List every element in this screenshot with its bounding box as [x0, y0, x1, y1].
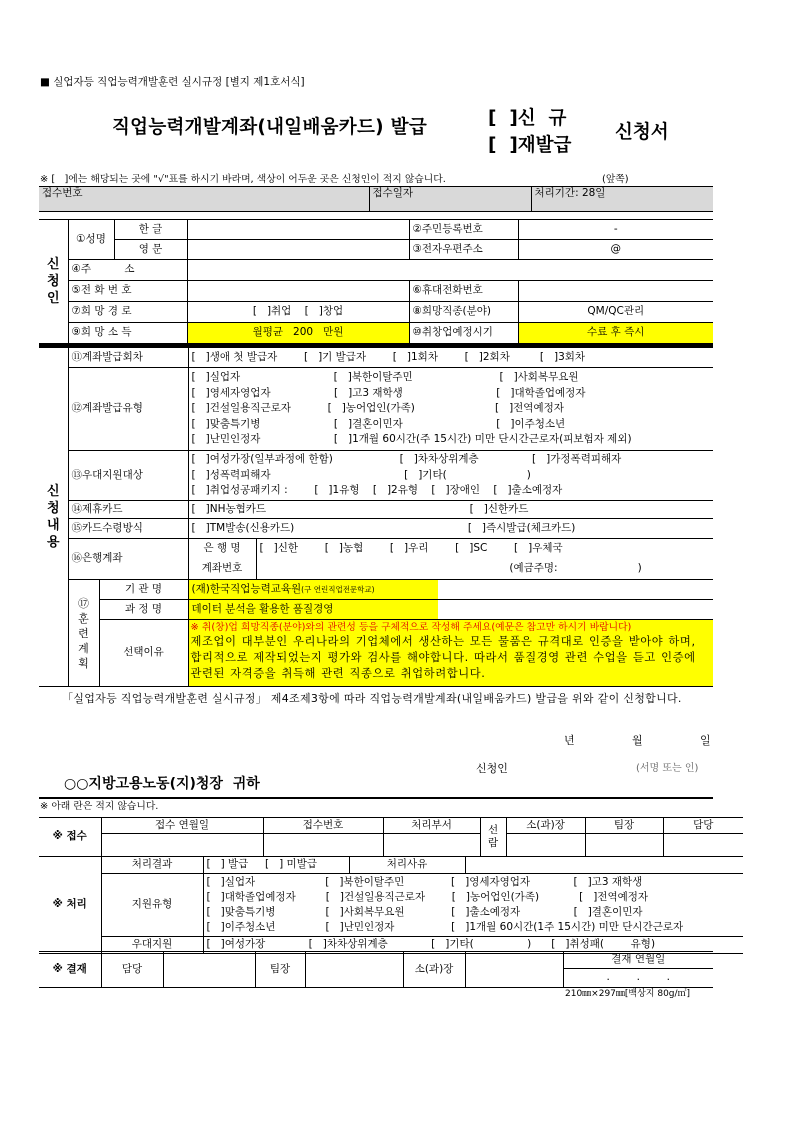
- support-type-row[interactable]: [ ]대학졸업예정자 [ ]건설일용직근로자 [ ]농어업인(가족) [ ]전역예정자: [206, 891, 649, 903]
- bank-label: ⑯은행계좌: [68, 539, 188, 580]
- card-receive-options[interactable]: [ ]TM발송(신용카드) [ ]즉시발급(체크카드): [188, 519, 713, 539]
- account-field[interactable]: [256, 559, 438, 580]
- rrn-field[interactable]: -: [518, 220, 713, 240]
- reason-text[interactable]: 제조업이 대부분인 우리나라의 기업체에서 생산하는 모든 물품은 규격대로 인증을 받아야 하며, 합리적으로 제작되었는지 평가와 검사를 해야합니다. 따라서 품질경영 관련 수업을 듣고 인증에 관련된 자격증을 취득해 관련 직종으로 취업하려합니다.: [190, 635, 696, 680]
- applicant-sign-hint[interactable]: (서명 또는 인): [636, 763, 699, 774]
- issue-count-label: ⑪계좌발급회차: [68, 348, 188, 368]
- office-process-label: ※ 처리: [39, 857, 101, 954]
- office-support-type-label: 지원유형: [101, 874, 203, 937]
- mobile-label: ⑥휴대전화번호: [409, 281, 518, 302]
- priority-row[interactable]: [ ]여성가장(일부과정에 한함) [ ]차차상위계층 [ ]가정폭력피해자: [191, 453, 622, 466]
- institution-field[interactable]: [188, 580, 438, 600]
- income-field[interactable]: 월평균 200 만원: [187, 323, 409, 344]
- institution-name: (재)한국직업능력교육원: [191, 582, 302, 595]
- office-result-label: 처리결과: [101, 857, 203, 874]
- reason-field[interactable]: [188, 620, 713, 687]
- office-receipt-no: 접수번호: [263, 818, 383, 834]
- path-options[interactable]: [ ]취업 [ ]창업: [187, 302, 409, 323]
- office-officer-field[interactable]: [663, 834, 743, 857]
- applicant-section-label: 신 청 인: [39, 220, 68, 344]
- korean-name-label: 한 글: [114, 220, 187, 240]
- course-label: 과 정 명: [99, 600, 188, 620]
- title-suffix: 신청서: [615, 122, 669, 143]
- mobile-field[interactable]: [518, 281, 713, 302]
- phone-label: ⑤전 화 번 호: [68, 281, 187, 302]
- office-receipt-no-field[interactable]: [263, 834, 383, 857]
- office-dept-field[interactable]: [383, 834, 480, 857]
- email-field[interactable]: @: [518, 240, 713, 260]
- issue-type-row[interactable]: [ ]맞춤특기병 [ ]결혼이민자 [ ]이주청소년: [191, 417, 566, 430]
- regulation-note: [40, 76, 305, 89]
- english-name-label: 영 문: [114, 240, 187, 260]
- email-label: ③전자우편주소: [409, 240, 518, 260]
- issue-type-row[interactable]: [ ]실업자 [ ]북한이탈주민 [ ]사회복무요원: [191, 371, 579, 384]
- support-type-row[interactable]: [ ]맞춤특기병 [ ]사회복무요원 [ ]출소예정자 [ ]결혼이민자: [206, 906, 643, 918]
- office-chief-field[interactable]: [506, 834, 585, 857]
- office-team-field[interactable]: [585, 834, 663, 857]
- approval-date-label: 결재 연월일: [563, 952, 713, 969]
- support-type-row[interactable]: [ ]실업자 [ ]북한이탈주민 [ ]영세자영업자 [ ]고3 재학생: [206, 876, 643, 888]
- training-plan-label: ⑰ 훈 련 계 획: [68, 580, 99, 687]
- office-priority-options[interactable]: [ ]여성가장 [ ]차차상위계층 [ ]기타( ) [ ]취성패( 유형): [203, 937, 743, 954]
- card-partner-options[interactable]: [ ]NH농협카드 [ ]신한카드: [188, 501, 713, 519]
- account-label: 계좌번호: [188, 559, 256, 580]
- time-label: ⑩취창업예정시기: [409, 323, 518, 344]
- form-title: 직업능력개발계좌(내일배움카드) 발급: [112, 117, 427, 138]
- issue-type-row[interactable]: [ ]영세자영업자 [ ]고3 재학생 [ ]대학졸업예정자: [191, 386, 586, 399]
- issue-count-options[interactable]: [ ]생애 첫 발급자 [ ]기 발급자 [ ]1회차 [ ]2회차 [ ]3회차: [188, 348, 713, 368]
- card-receive-label: ⑮카드수령방식: [68, 519, 188, 539]
- office-priority-label: 우대지원: [101, 937, 203, 954]
- institution-former-name: (구 연린직업전문학교): [301, 584, 375, 594]
- bank-name-options[interactable]: [ ]신한 [ ]농협 [ ]우리 [ ]SC [ ]우체국: [256, 539, 713, 559]
- office-officer: 담당: [663, 818, 743, 834]
- english-name-field[interactable]: [187, 240, 409, 260]
- name-label: ①성명: [68, 220, 114, 260]
- institution-blank: [438, 580, 713, 600]
- paper-spec: 210㎜×297㎜[백상지 80g/㎡]: [565, 989, 691, 999]
- receipt-no-cell: 접수번호: [39, 187, 369, 212]
- address-field[interactable]: [187, 260, 713, 281]
- title-option-reissue[interactable]: [ ]재발급: [488, 135, 572, 156]
- priority-label: ⑬우대지원대상: [68, 451, 188, 501]
- declaration-text: 「실업자등 직업능력개발훈련 실시규정」 제4조제3항에 따라 직업능력개발계좌(내일배움카드) 발급을 위와 같이 신청합니다.: [62, 692, 682, 705]
- office-receipt-date: 접수 연월일: [101, 818, 263, 834]
- bank-name-label: 은 행 명: [188, 539, 256, 559]
- job-label: ⑧희망직종(분야): [409, 302, 518, 323]
- issue-type-options[interactable]: [188, 368, 713, 451]
- course-field[interactable]: 데이터 분석을 활용한 품질경영: [188, 600, 438, 620]
- support-type-row[interactable]: [ ]이주청소년 [ ]난민인정자 [ ]1개월 60시간(1주 15시간) 미만 단시간근로자: [206, 921, 684, 933]
- approval-officer-field[interactable]: [163, 952, 255, 988]
- office-reason-label: 처리사유: [349, 857, 465, 874]
- date-day[interactable]: 일: [700, 734, 711, 747]
- office-dept: 처리부서: [383, 818, 480, 834]
- office-table: [39, 817, 743, 954]
- approval-date-field[interactable]: . . .: [563, 969, 713, 988]
- korean-name-field[interactable]: [187, 220, 409, 240]
- approval-team-field[interactable]: [305, 952, 403, 988]
- office-receipt-date-field[interactable]: [101, 834, 263, 857]
- date-month[interactable]: 월: [632, 734, 643, 747]
- approval-chief-label: 소(과)장: [403, 952, 465, 988]
- processing-period-cell: 처리기간: 28일: [531, 187, 713, 212]
- title-option-new[interactable]: [ ]신 규: [488, 108, 567, 129]
- path-label: ⑦희 망 경 로: [68, 302, 187, 323]
- content-table: [39, 347, 713, 687]
- divider-line: [39, 797, 713, 799]
- course-blank: [438, 600, 713, 620]
- applicant-table: [39, 219, 713, 344]
- card-partner-label: ⑭제휴카드: [68, 501, 188, 519]
- priority-options[interactable]: [188, 451, 713, 501]
- rrn-label: ②주민등록번호: [409, 220, 518, 240]
- page-side: (앞쪽): [602, 174, 629, 185]
- office-receipt-label: ※ 접수: [39, 818, 101, 857]
- content-section-label: 신 청 내 용: [39, 348, 68, 687]
- date-year[interactable]: 년: [564, 734, 575, 747]
- reason-label: 선택이유: [99, 620, 188, 687]
- office-team-leader: 팀장: [585, 818, 663, 834]
- address-label: ④주 소: [68, 260, 187, 281]
- office-chief: 소(과)장: [506, 818, 585, 834]
- phone-field[interactable]: [187, 281, 409, 302]
- time-field[interactable]: 수료 후 즉시: [518, 323, 713, 344]
- income-label: ⑨희 망 소 득: [68, 323, 187, 344]
- account-depositor[interactable]: (예금주명: ): [438, 559, 713, 580]
- office-note: ※ 아래 란은 적지 않습니다.: [40, 801, 159, 812]
- square-bullet-icon: ■: [40, 76, 54, 88]
- issue-type-row[interactable]: [ ]건설일용직근로자 [ ]농어업인(가족) [ ]전역예정자: [191, 402, 564, 415]
- office-support-types[interactable]: [203, 874, 743, 937]
- applicant-sign-label: 신청인: [476, 762, 508, 775]
- reason-guide: ※ 취(창)업 희망직종(분야)와의 관련성 등을 구체적으로 작성해 주세요(예문은 참고만 하시기 바랍니다): [190, 622, 632, 633]
- approval-label: ※ 결재: [39, 952, 101, 988]
- office-reason-field[interactable]: [465, 857, 743, 874]
- job-field[interactable]: QM/QC관리: [518, 302, 713, 323]
- priority-row[interactable]: [ ]성폭력피해자 [ ]기타( ): [191, 468, 531, 481]
- receipt-table: [39, 186, 713, 212]
- office-approver-label: 선 람: [480, 818, 506, 857]
- office-result-options[interactable]: [ ] 발급 [ ] 미발급: [203, 857, 349, 874]
- issue-type-label: ⑫계좌발급유형: [68, 368, 188, 451]
- recipient: ○○지방고용노동(지)청장 귀하: [64, 776, 260, 792]
- approval-chief-field[interactable]: [465, 952, 563, 988]
- regulation-note-text: 실업자등 직업능력개발훈련 실시규정 [별지 제1호서식]: [53, 76, 305, 88]
- priority-row[interactable]: [ ]취업성공패키지 : [ ]1유형 [ ]2유형 [ ]장애인 [ ]출소예정자: [191, 484, 563, 497]
- approval-table: [39, 951, 713, 988]
- approval-team-label: 팀장: [255, 952, 305, 988]
- instruction: ※ [ ]에는 해당되는 곳에 "√"표를 하시기 바라며, 색상이 어두운 곳은 신청인이 적지 않습니다.: [40, 174, 446, 185]
- institution-label: 기 관 명: [99, 580, 188, 600]
- approval-officer-label: 담당: [101, 952, 163, 988]
- receipt-date-cell: 접수일자: [369, 187, 531, 212]
- issue-type-row[interactable]: [ ]난민인정자 [ ]1개월 60시간(주 15시간) 미만 단시간근로자(피보험자 제외): [191, 433, 632, 446]
